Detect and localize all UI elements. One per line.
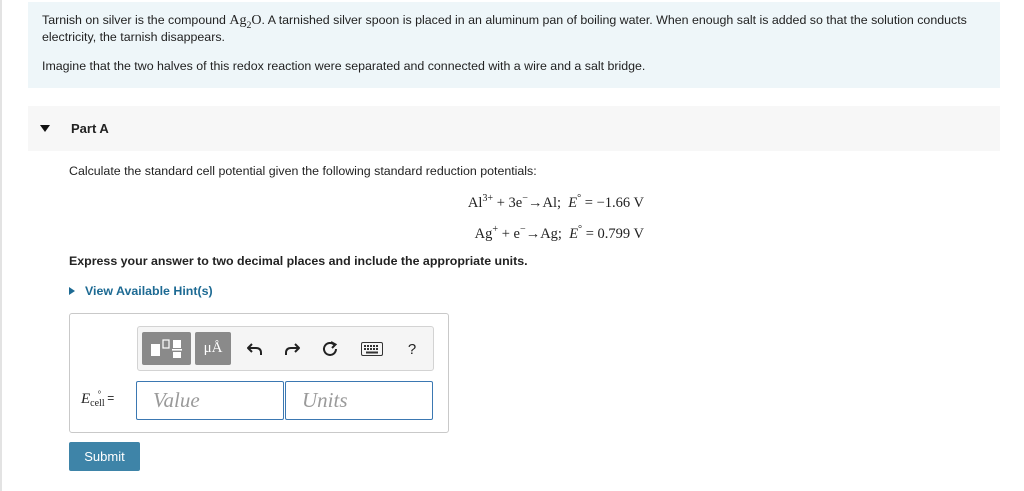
eq1-potential-symbol: E: [568, 195, 578, 211]
compound-subscript: 2: [246, 19, 252, 31]
redo-button[interactable]: [279, 336, 305, 362]
redo-icon: [283, 340, 301, 358]
view-hints-link[interactable]: [69, 284, 213, 298]
ecell-degree: °: [97, 389, 102, 399]
reduction-equation-aluminum: [468, 195, 644, 212]
ecell-equals: =: [107, 391, 115, 405]
intro-text-prefix: Tarnish on silver is the compound: [42, 13, 230, 27]
eq2-charge: +: [492, 224, 499, 236]
keyboard-icon: [361, 342, 383, 356]
intro-line-1: [42, 12, 986, 46]
compound-base: Ag: [229, 13, 247, 28]
eq1-electron-charge: −: [522, 193, 528, 205]
eq1-ion: Al: [467, 195, 483, 211]
units-button[interactable]: μÅ: [195, 332, 231, 365]
eq2-potential-value: = 0.799 V: [582, 226, 644, 242]
eq1-electrons: + 3e: [493, 195, 523, 211]
eq2-degree: °: [578, 224, 583, 236]
eq1-degree: °: [577, 193, 582, 205]
eq1-potential-value: = −1.66 V: [581, 195, 644, 211]
answer-instruction: Express your answer to two decimal places and include the appropriate units.: [69, 254, 528, 268]
question-text: Calculate the standard cell potential given the following standard reduction potentials:: [69, 164, 537, 178]
problem-intro: [28, 2, 1000, 88]
templates-icon: [147, 337, 187, 361]
part-title: Part A: [71, 121, 109, 136]
ecell-label: [81, 389, 114, 409]
answer-box: [69, 313, 449, 433]
caret-right-icon: [69, 287, 75, 295]
compound-tail: O: [251, 13, 262, 28]
math-toolbar: [137, 326, 434, 371]
undo-icon: [246, 340, 264, 358]
eq2-electrons: + e: [498, 226, 520, 242]
eq2-potential-symbol: E: [569, 226, 579, 242]
submit-button[interactable]: Submit: [69, 442, 140, 471]
eq2-product: →Ag;: [525, 226, 562, 242]
reset-icon: [321, 340, 339, 358]
value-input[interactable]: [136, 381, 284, 420]
keyboard-button[interactable]: [358, 336, 386, 362]
reduction-equation-silver: [475, 226, 644, 243]
hints-label[interactable]: View Available Hint(s): [85, 284, 213, 298]
templates-button[interactable]: [142, 332, 191, 365]
eq2-ion: Ag: [474, 226, 493, 242]
units-input[interactable]: [285, 381, 433, 420]
intro-line-2: Imagine that the two halves of this redox reaction were separated and connected with a wire and a salt bridge.: [42, 59, 646, 73]
part-a-header[interactable]: [28, 106, 1000, 151]
help-button[interactable]: ?: [407, 340, 417, 358]
intro-text-suffix: . A tarnished silver spoon is placed in an aluminum pan of boiling water. When enough salt is added so that the solution conducts electricity, the tarnish disappears.: [42, 13, 967, 44]
ecell-symbol: E: [81, 391, 91, 407]
reset-button[interactable]: [317, 336, 343, 362]
caret-down-icon[interactable]: [40, 125, 50, 132]
eq1-product: →Al;: [527, 195, 561, 211]
eq2-electron-charge: −: [519, 224, 526, 236]
compound-formula: [229, 13, 262, 31]
eq1-charge: 3+: [482, 193, 494, 205]
undo-button[interactable]: [242, 336, 268, 362]
left-border: [0, 0, 2, 491]
ecell-subscript: cell: [90, 398, 105, 409]
